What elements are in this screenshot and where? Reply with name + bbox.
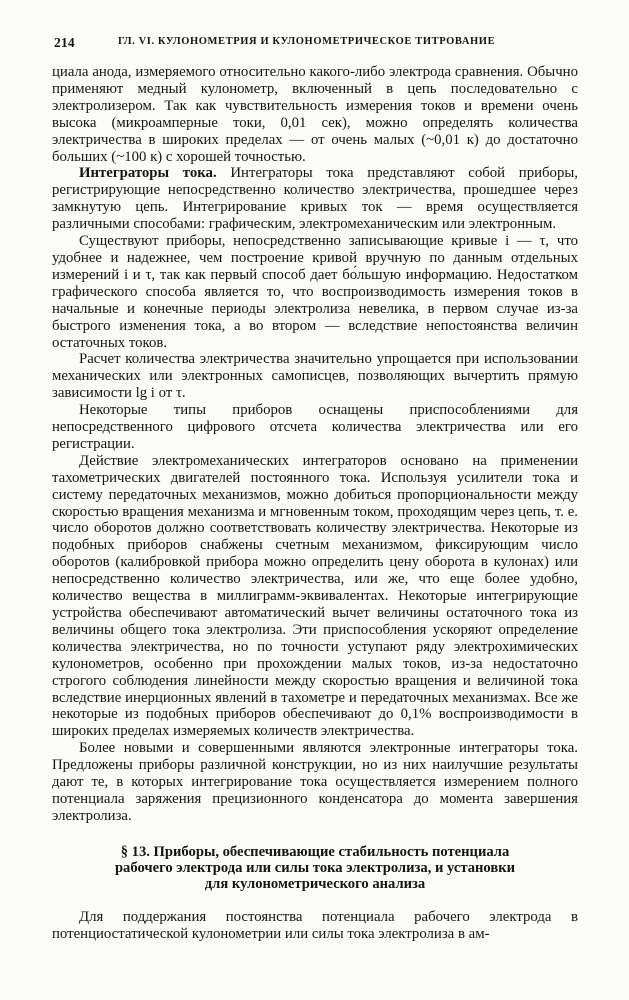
run-in-heading: Интеграторы тока. — [79, 165, 217, 182]
paragraph: Существуют приборы, непосредственно записывающие кривые i — τ, что удобнее и надежнее, чем построение кривой вручную по данным отдельных измерений i и τ, так как первый способ дает бо́льшую информацию. Недостатком графического способа является то, что воспроизводимость измерения токов в начальные и конечные периоды электролиза невелика, в первом случае из-за быстрого изменения тока, а во втором — вследствие непостоянства величин остаточных токов. — [52, 233, 578, 351]
paragraph: Некоторые типы приборов оснащены приспособлениями для непосредственного цифрового отсчета количества электричества или его регистрации. — [52, 402, 578, 452]
section-heading-line: для кулонометрического анализа — [204, 875, 426, 892]
paragraph: Действие электромеханических интеграторов основано на применении тахометрических двигателей постоянного тока. Используя усилители тока и систему передаточных механизмов, можно добиться пропорциональности между скоростью вращения механизма и мгновенным током, проходящим через цепь, т. е. число оборотов должно соответствовать количеству электричества. Некоторые из подобных приборов снабжены счетным механизмом, фиксирующим число оборотов (калибровкой прибора можно определить цену оборота в кулонах) или непосредственно количество электричества, или же, что еще более удобно, количество вещества в миллиграмм-эквивалентах. Некоторые интегрирующие устройства обеспечивают автоматический вычет величины остаточного тока из величины общего тока электролиза. Эти приспособления ускоряют определение количества электричества, но по точности уступают ряду электрохимических кулонометров, особенно при прохождении малых токов, из-за недостаточно строгого соблюдения линейности между скоростью вращения и величиной тока вследствие инерционных явлений в тахометре и передаточных механизмах. Все же некоторые из подобных приборов обеспечивают до 0,1% воспроизводимости в широких пределах измеряемых количеств электричества. — [52, 452, 578, 740]
section-heading — [62, 844, 568, 892]
running-head: ГЛ. VI. КУЛОНОМЕТРИЯ И КУЛОНОМЕТРИЧЕСКОЕ ТИТРОВАНИЕ — [118, 36, 496, 47]
body-text — [52, 64, 578, 943]
paragraph: циала анода, измеряемого относительно какого-либо электрода сравнения. Обычно применяют медный кулонометр, включенный в цепь последовательно с электролизером. Так как чувствительность измерения токов и времени очень высока (микроамперные токи, 0,01 сек), можно определять количества электричества в широких пределах — от очень малых (~0,01 к) до достаточно больших (~100 к) с хорошей точностью. — [52, 64, 578, 165]
paragraph: Расчет количества электричества значительно упрощается при использовании механических или электронных самописцев, позволяющих вычертить прямую зависимости lg i от τ. — [52, 351, 578, 402]
paragraph-text: Интеграторы тока представляют собой приборы, регистрирующие непосредственно количество электричества, прошедшее через замкнутую цепь. Интегрирование кривых ток — время осуществляется различными способами: графическим, электромеханическим или электронным. — [52, 165, 578, 233]
page-number: 214 — [54, 35, 75, 50]
section-heading-line: § 13. Приборы, обеспечивающие стабильность потенциала — [120, 843, 510, 860]
page-header — [54, 35, 577, 51]
paragraph — [52, 165, 578, 233]
section-heading-line: рабочего электрода или силы тока электролиза, и установки — [114, 859, 516, 876]
paragraph: Более новыми и совершенными являются электронные интеграторы тока. Предложены приборы различной конструкции, но из них наилучшие результаты дают те, в которых интегрирование тока осуществляется измерением полного потенциала заряжения прецизионного конденсатора до момента завершения электролиза. — [52, 740, 578, 824]
paragraph: Для поддержания постоянства потенциала рабочего электрода в потенциостатической кулонометрии или силы тока электролиза в ам- — [52, 908, 578, 942]
